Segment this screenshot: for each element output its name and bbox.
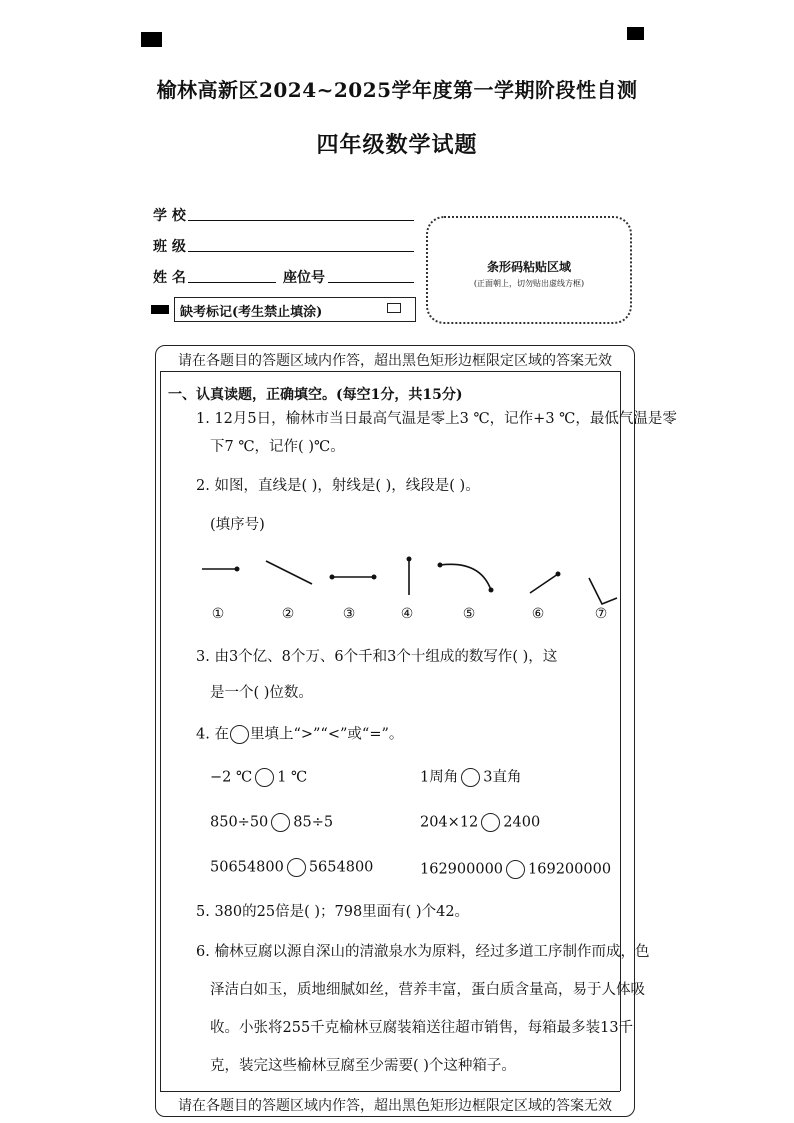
section1-title: 一、认真读题，正确填空。(每空1分，共15分) bbox=[168, 387, 463, 403]
q4-row3-left bbox=[210, 858, 373, 877]
figure-1-endpoint bbox=[235, 567, 240, 572]
figure-label-2: ② bbox=[281, 606, 295, 622]
answer-circle[interactable] bbox=[506, 860, 525, 879]
q1-line2: 下7 ℃，记作( )℃。 bbox=[210, 439, 345, 455]
q4-row3-left-b: 5654800 bbox=[308, 859, 374, 876]
exam-subtitle: 四年级数学试题 bbox=[316, 132, 478, 158]
barcode-area bbox=[426, 216, 632, 324]
q4-row3-right-b: 169200000 bbox=[528, 861, 612, 878]
figure-5-endpoint-b bbox=[489, 588, 494, 593]
q6-line1: 6. 榆林豆腐以源自深山的清澈泉水为原料，经过多道工序制作而成，色 bbox=[196, 944, 650, 960]
barcode-note: (正面朝上，切勿贴出虚线方框) bbox=[473, 279, 585, 288]
q4-row2-left bbox=[210, 813, 333, 832]
figure-label-7: ⑦ bbox=[594, 606, 608, 622]
exam-title: 榆林高新区2024~2025学年度第一学期阶段性自测 bbox=[156, 78, 638, 102]
school-field[interactable] bbox=[188, 220, 414, 221]
q4-intro bbox=[196, 725, 403, 744]
q4-row1-left bbox=[210, 768, 307, 787]
compare-circle-icon bbox=[230, 725, 249, 744]
q4-intro-b: 里填上“>”“<”或“=”。 bbox=[249, 726, 404, 743]
absent-marker bbox=[151, 305, 169, 314]
name-label: 姓 名 bbox=[153, 270, 186, 286]
figure-3-endpoint-a bbox=[330, 575, 335, 580]
q4-row2-right-b: 2400 bbox=[503, 814, 541, 831]
q6-line4: 克，装完这些榆林豆腐至少需要( )个这种箱子。 bbox=[210, 1058, 516, 1074]
answer-circle[interactable] bbox=[481, 813, 500, 832]
figure-label-4: ④ bbox=[400, 606, 414, 622]
figure-label-3: ③ bbox=[342, 606, 356, 622]
q4-row2-right bbox=[420, 813, 540, 832]
q6-line3: 收。小张将255千克榆林豆腐装箱送往超市销售，每箱最多装13千 bbox=[210, 1020, 634, 1036]
q4-row3-right bbox=[420, 860, 611, 879]
q4-row2-left-b: 85÷5 bbox=[293, 814, 334, 831]
answer-circle[interactable] bbox=[461, 768, 480, 787]
bottom-divider bbox=[160, 1091, 620, 1092]
q4-row1-right-b: 3直角 bbox=[483, 769, 522, 786]
figure-3-endpoint-b bbox=[372, 575, 377, 580]
answer-circle[interactable] bbox=[255, 768, 274, 787]
figure-6-ray bbox=[530, 574, 558, 593]
class-field[interactable] bbox=[188, 251, 414, 252]
corner-marker-right bbox=[627, 27, 644, 40]
q4-row2-left-a: 850÷50 bbox=[210, 814, 269, 831]
q4-row1-left-a: −2 ℃ bbox=[210, 769, 253, 786]
q2-figure bbox=[190, 548, 620, 608]
figure-5-endpoint-a bbox=[438, 563, 443, 568]
q3-line1: 3. 由3个亿、8个万、6个千和3个十组成的数写作( )，这 bbox=[196, 649, 558, 665]
figure-7-bent bbox=[589, 578, 617, 604]
seat-label: 座位号 bbox=[283, 270, 325, 286]
q1-line1: 1. 12月5日，榆林市当日最高气温是零上3 ℃，记作+3 ℃，最低气温是零 bbox=[196, 411, 677, 427]
corner-marker-left bbox=[141, 32, 162, 47]
q6-line2: 泽洁白如玉，质地细腻如丝，营养丰富，蛋白质含量高，易于人体吸 bbox=[210, 982, 645, 998]
q4-row2-right-a: 204×12 bbox=[420, 814, 479, 831]
absent-checkbox[interactable] bbox=[387, 303, 401, 313]
barcode-title: 条形码粘贴区域 bbox=[486, 260, 571, 274]
class-label: 班 级 bbox=[153, 239, 186, 255]
absent-mark-label: 缺考标记(考生禁止填涂) bbox=[180, 305, 323, 320]
q4-row1-left-b: 1 ℃ bbox=[277, 769, 308, 786]
figure-2-line bbox=[266, 561, 312, 584]
figure-label-1: ① bbox=[211, 606, 225, 622]
q4-row3-right-a: 162900000 bbox=[420, 861, 504, 878]
absent-mark-box bbox=[174, 297, 416, 322]
q2-line1: 2. 如图，直线是( )，射线是( )，线段是( )。 bbox=[196, 478, 480, 494]
answer-circle[interactable] bbox=[271, 813, 290, 832]
notice-divider bbox=[160, 371, 620, 372]
figure-5-curve bbox=[440, 564, 491, 590]
q2-line2: (填序号) bbox=[210, 517, 265, 533]
q4-row3-left-a: 50654800 bbox=[210, 859, 284, 876]
q3-line2: 是一个( )位数。 bbox=[210, 685, 313, 701]
bottom-notice: 请在各题目的答题区域内作答，超出黑色矩形边框限定区域的答案无效 bbox=[178, 1098, 612, 1114]
answer-inner-left bbox=[160, 371, 161, 1091]
school-label: 学 校 bbox=[153, 208, 186, 224]
name-field[interactable] bbox=[188, 282, 276, 283]
top-notice: 请在各题目的答题区域内作答，超出黑色矩形边框限定区域的答案无效 bbox=[178, 353, 612, 369]
figure-6-endpoint bbox=[556, 572, 561, 577]
answer-circle[interactable] bbox=[287, 858, 306, 877]
figure-4-endpoint bbox=[407, 557, 412, 562]
figure-label-6: ⑥ bbox=[531, 606, 545, 622]
q5: 5. 380的25倍是( )；798里面有( )个42。 bbox=[196, 904, 470, 920]
q4-row1-right bbox=[420, 768, 521, 787]
q4-row1-right-a: 1周角 bbox=[420, 769, 459, 786]
q4-intro-a: 4. 在 bbox=[196, 726, 229, 743]
figure-label-5: ⑤ bbox=[462, 606, 476, 622]
seat-field[interactable] bbox=[328, 282, 414, 283]
